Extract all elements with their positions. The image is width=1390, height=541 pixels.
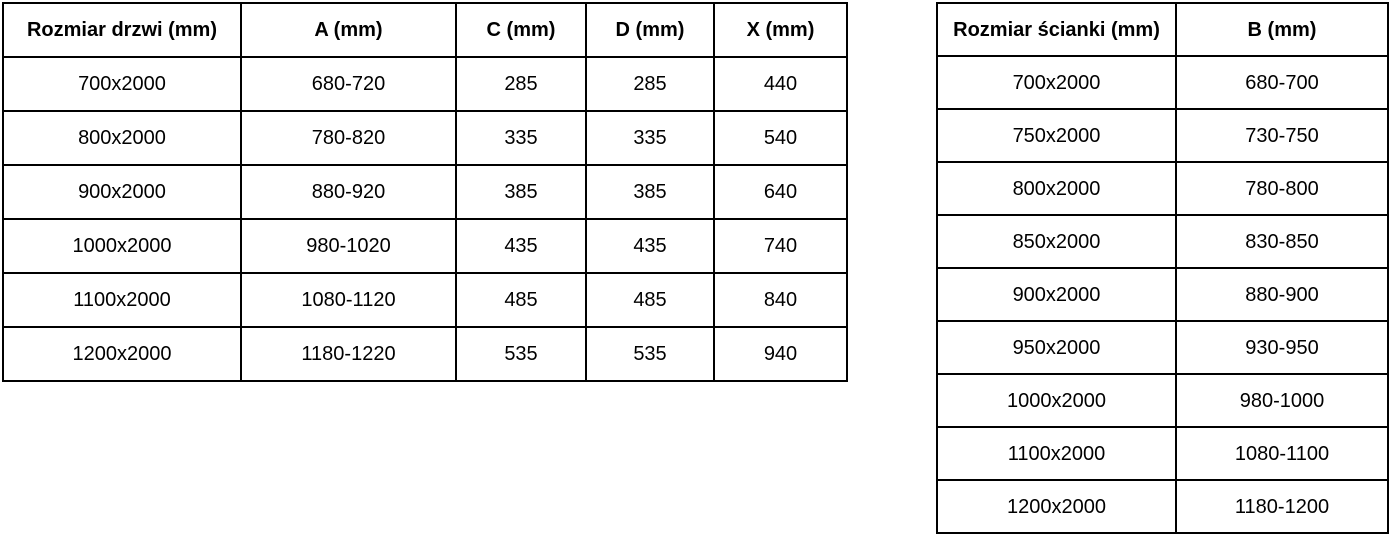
table-row (3, 273, 847, 327)
table-cell: 1200x2000 (3, 327, 241, 381)
table-cell: 385 (456, 165, 586, 219)
table-cell: 680-720 (241, 57, 456, 111)
table-cell: 335 (456, 111, 586, 165)
table-cell: 800x2000 (3, 111, 241, 165)
table-cell: 930-950 (1176, 321, 1388, 374)
column-header: B (mm) (1176, 3, 1388, 56)
header-row (3, 3, 847, 57)
table-cell: 435 (586, 219, 714, 273)
table-cell: 880-920 (241, 165, 456, 219)
table-cell: 780-820 (241, 111, 456, 165)
table-cell: 285 (586, 57, 714, 111)
table-cell: 335 (586, 111, 714, 165)
door-sizes-table (2, 2, 848, 382)
table-cell: 1080-1100 (1176, 427, 1388, 480)
table-cell: 1180-1200 (1176, 480, 1388, 533)
table-cell: 780-800 (1176, 162, 1388, 215)
table-cell: 1000x2000 (3, 219, 241, 273)
header-row (937, 3, 1388, 56)
table-cell: 1180-1220 (241, 327, 456, 381)
table-cell: 750x2000 (937, 109, 1176, 162)
table-row (937, 321, 1388, 374)
table-row (937, 427, 1388, 480)
table-cell: 680-700 (1176, 56, 1388, 109)
table-row (937, 162, 1388, 215)
table-cell: 850x2000 (937, 215, 1176, 268)
table-row (3, 219, 847, 273)
table-row (937, 109, 1388, 162)
column-header: A (mm) (241, 3, 456, 57)
wall-sizes-table-header (937, 3, 1388, 56)
table-cell: 950x2000 (937, 321, 1176, 374)
table-row (937, 374, 1388, 427)
table-cell: 940 (714, 327, 847, 381)
table-cell: 800x2000 (937, 162, 1176, 215)
table-cell: 700x2000 (3, 57, 241, 111)
table-cell: 535 (586, 327, 714, 381)
table-cell: 385 (586, 165, 714, 219)
column-header: D (mm) (586, 3, 714, 57)
table-cell: 485 (586, 273, 714, 327)
table-row (937, 56, 1388, 109)
table-cell: 880-900 (1176, 268, 1388, 321)
table-cell: 730-750 (1176, 109, 1388, 162)
door-sizes-table-header (3, 3, 847, 57)
table-cell: 900x2000 (3, 165, 241, 219)
table-row (3, 165, 847, 219)
table-cell: 700x2000 (937, 56, 1176, 109)
table-cell: 540 (714, 111, 847, 165)
door-sizes-table-body (3, 57, 847, 381)
table-row (3, 57, 847, 111)
table-cell: 535 (456, 327, 586, 381)
table-cell: 1000x2000 (937, 374, 1176, 427)
wall-sizes-table-body (937, 56, 1388, 533)
table-cell: 1080-1120 (241, 273, 456, 327)
table-cell: 980-1020 (241, 219, 456, 273)
table-row (937, 268, 1388, 321)
table-cell: 830-850 (1176, 215, 1388, 268)
column-header: C (mm) (456, 3, 586, 57)
table-cell: 840 (714, 273, 847, 327)
table-cell: 1100x2000 (3, 273, 241, 327)
table-cell: 285 (456, 57, 586, 111)
table-cell: 1100x2000 (937, 427, 1176, 480)
column-header: Rozmiar ścianki (mm) (937, 3, 1176, 56)
wall-sizes-table (936, 2, 1389, 534)
table-row (3, 111, 847, 165)
table-cell: 435 (456, 219, 586, 273)
table-row (937, 480, 1388, 533)
table-cell: 740 (714, 219, 847, 273)
table-cell: 1200x2000 (937, 480, 1176, 533)
table-cell: 900x2000 (937, 268, 1176, 321)
table-row (3, 327, 847, 381)
column-header: Rozmiar drzwi (mm) (3, 3, 241, 57)
table-cell: 980-1000 (1176, 374, 1388, 427)
table-cell: 640 (714, 165, 847, 219)
column-header: X (mm) (714, 3, 847, 57)
table-cell: 485 (456, 273, 586, 327)
table-cell: 440 (714, 57, 847, 111)
table-row (937, 215, 1388, 268)
